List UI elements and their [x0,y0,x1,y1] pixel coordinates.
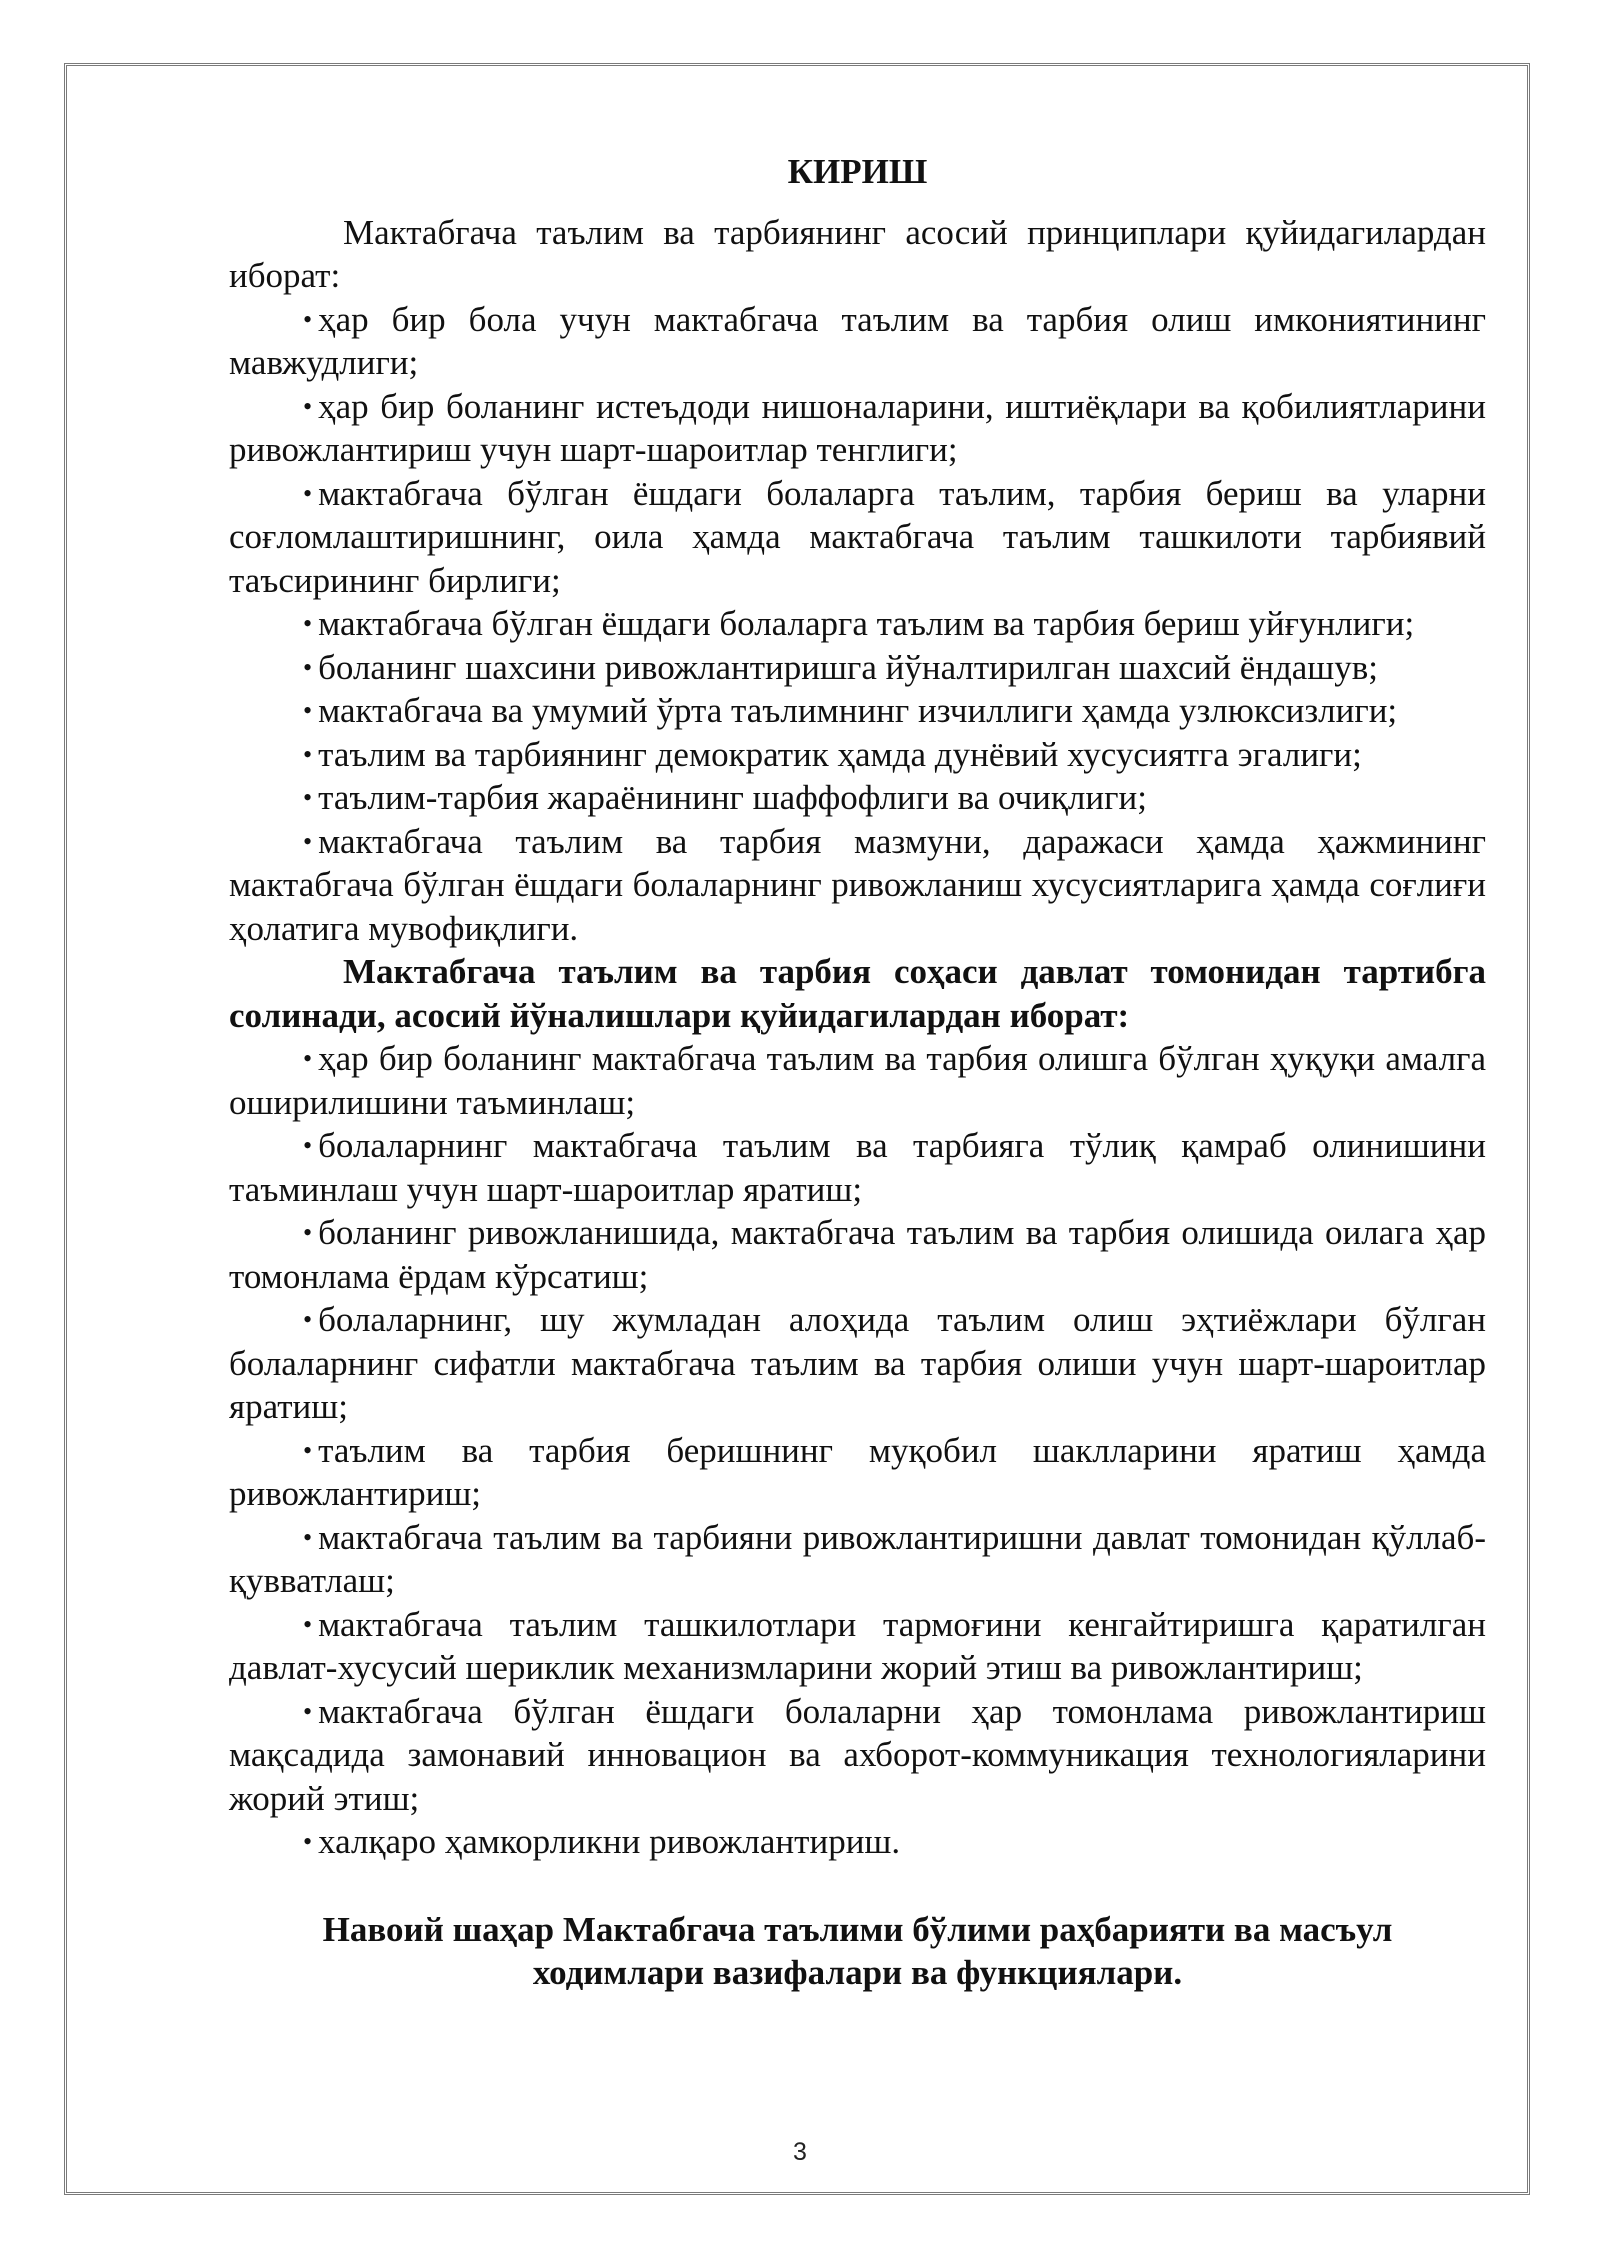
bullet-icon: • [303,1827,313,1856]
bullet-icon: • [303,304,313,334]
bullet-icon: • [303,1218,313,1247]
bullet-icon: • [303,652,313,682]
list-item: • мактабгача таълим ва тарбия мазмуни, даражаси ҳамда ҳажмининг мактабгача бўлган ёшдаги болаларнинг ривожланиш хусусиятларига ҳамда соғлиғи ҳолатига мувофиқлиги. [229,821,1486,948]
list-item: • мактабгача бўлган ёшдаги болаларни ҳар томонлама ривожлантириш мақсадида замонавий инновацион ва ахборот-коммуникация технологияларини жорий этиш; [229,1691,1486,1818]
bullet-icon: • [303,478,313,508]
page-number: 3 [793,2138,807,2166]
list-item: • таълим ва тарбиянинг демократик ҳамда дунёвий хусусиятга эгалиги; [303,734,1362,774]
document-title: КИРИШ [787,152,928,191]
principles-list [229,298,1486,951]
bullet-icon: • [303,826,313,856]
list-item: • ҳар бир боланинг мактабгача таълим ва тарбия олишга бўлган ҳуқуқи амалга оширилишини таъминлаш; [229,1039,1486,1122]
intro-paragraph: Мактабгача таълим ва тарбиянинг асосий принциплари қуйидагилардан иборат: [229,212,1486,295]
list-item: • мактабгача таълим ташкилотлари тармоғини кенгайтиришга қаратилган давлат-хусусий шериклик механизмларини жорий этиш ва ривожлантириш; [229,1604,1486,1687]
section-heading-line-2: ходимлари вазифалари ва функциялари. [532,1953,1183,1992]
bullet-icon: • [303,1522,313,1552]
list-item: • мактабгача таълим ва тарбияни ривожлантиришни давлат томонидан қўллаб-қувватлаш; [229,1517,1486,1600]
bullet-icon: • [303,739,313,769]
section-heading-line-1: Навоий шаҳар Мактабгача таълими бўлими раҳбарияти ва масъул [322,1909,1393,1949]
list-item: • ҳар бир бола учун мактабгача таълим ва тарбия олиш имкониятининг мавжудлиги; [229,299,1486,382]
bullet-icon: • [303,783,313,812]
list-item: • таълим-тарбия жараёнининг шаффофлиги ва очиқлиги; [303,778,1147,817]
list-item: • мактабгача бўлган ёшдаги болаларга таълим, тарбия бериш ва уларни соғломлаштиришнинг, оила ҳамда мактабгача таълим ташкилоти тарбиявий таъсирининг бирлиги; [229,473,1486,600]
bullet-icon: • [303,1696,313,1726]
bullet-icon: • [303,1131,313,1160]
directions-list [229,1037,1486,1864]
list-item: • мактабгача ва умумий ўрта таълимнинг изчиллиги ҳамда узлюксизлиги; [303,691,1398,730]
list-item: • болаларнинг мактабгача таълим ва тарбияга тўлиқ қамраб олинишини таъминлаш учун шарт-шароитлар яратиш; [229,1126,1486,1209]
bullet-icon: • [303,696,313,725]
list-item: • мактабгача бўлган ёшдаги болаларга таълим ва тарбия бериш уйғунлиги; [303,604,1415,643]
list-item: • ҳар бир боланинг истеъдоди нишоналарини, иштиёқлари ва қобилиятларини ривожлантириш учун шарт-шароитлар тенглиги; [229,386,1486,469]
bullet-icon: • [303,391,313,421]
list-item: • боланинг ривожланишида, мактабгача таълим ва тарбия олишида оилага ҳар томонлама ёрдам кўрсатиш; [229,1213,1486,1296]
bullet-icon: • [303,1609,313,1639]
bullet-icon: • [303,609,313,638]
bullet-icon: • [303,1305,313,1334]
list-item: • таълим ва тарбия беришнинг муқобил шаклларини яратиш ҳамда ривожлантириш; [229,1430,1486,1513]
state-regulation-heading: Мактабгача таълим ва тарбия соҳаси давлат томонидан тартибга солинади, асосий йўналишлари қуйидагилардан иборат: [229,952,1486,1035]
list-item: • боланинг шахсини ривожлантиришга йўналтирилган шахсий ёндашув; [303,647,1379,687]
document-body [229,150,1486,1995]
bullet-icon: • [303,1044,313,1073]
list-item: • болаларнинг, шу жумладан алоҳида таълим олиш эҳтиёжлари бўлган болаларнинг сифатли мактабгача таълим ва тарбия олиши учун шарт-шароитлар яратиш; [229,1300,1486,1426]
section-heading [229,1908,1486,1995]
bullet-icon: • [303,1435,313,1465]
list-item: • халқаро ҳамкорликни ривожлантириш. [303,1822,901,1861]
